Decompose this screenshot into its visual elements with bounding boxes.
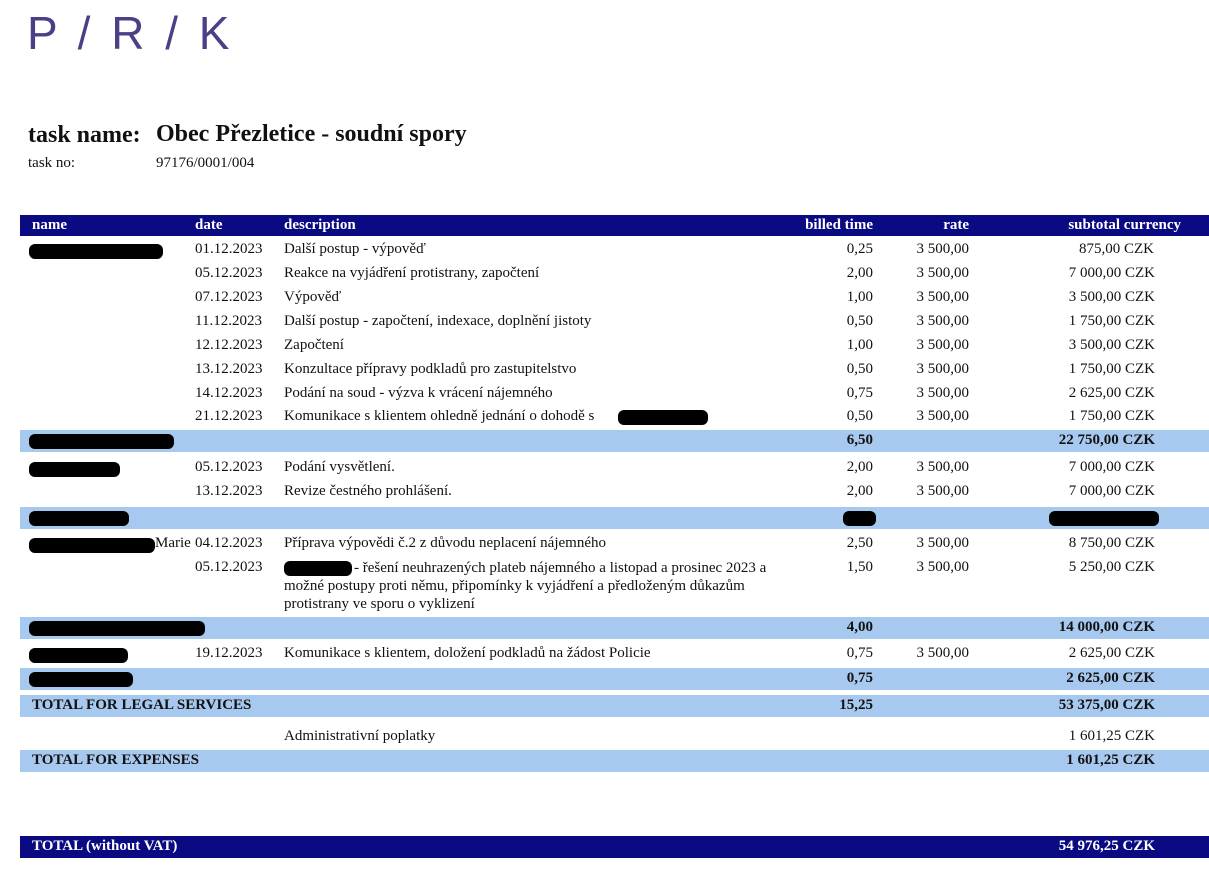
task-name-value: Obec Přezletice - soudní spory — [156, 121, 467, 147]
column-header-date: date — [195, 217, 223, 233]
redacted-billed-time — [843, 511, 876, 526]
entry-date: 05.12.2023 — [195, 265, 263, 281]
entry-rate: 3 500,00 — [916, 559, 969, 575]
entry-subtotal: 7 000,00 CZK — [1068, 483, 1155, 499]
entry-subtotal: 3 500,00 CZK — [1068, 289, 1155, 305]
entry-description: Další postup - započtení, indexace, doplnění jistoty — [284, 313, 592, 329]
expense-amount: 1 601,25 CZK — [1068, 728, 1155, 744]
company-logo: P / R / K — [27, 7, 234, 59]
table-header — [20, 215, 1209, 236]
entry-billed-time: 1,00 — [846, 337, 873, 353]
subtotal-billed-time: 6,50 — [846, 432, 873, 448]
table-row — [20, 361, 1209, 383]
grand-total-row — [20, 836, 1209, 858]
table-row — [20, 337, 1209, 359]
entry-subtotal: 2 625,00 CZK — [1068, 645, 1155, 661]
entry-date: 12.12.2023 — [195, 337, 263, 353]
entry-subtotal: 1 750,00 CZK — [1068, 361, 1155, 377]
total-legal-services-amount: 53 375,00 CZK — [1058, 697, 1155, 713]
column-header-subtotal: subtotal — [1068, 217, 1120, 233]
entry-description: Započtení — [284, 337, 344, 353]
redacted-name — [29, 511, 129, 526]
table-row — [20, 645, 1209, 667]
entry-rate: 3 500,00 — [916, 337, 969, 353]
entry-rate: 3 500,00 — [916, 385, 969, 401]
table-row — [20, 408, 1209, 430]
entry-subtotal: 2 625,00 CZK — [1068, 385, 1155, 401]
subtotal-amount: 2 625,00 CZK — [1066, 670, 1155, 686]
entry-billed-time: 0,50 — [846, 313, 873, 329]
entry-description: Další postup - výpověď — [284, 241, 426, 257]
task-no-value: 97176/0001/004 — [156, 155, 255, 171]
table-row — [20, 559, 1209, 615]
column-header-name: name — [32, 217, 67, 233]
entry-description: Příprava výpovědi č.2 z důvodu neplacení nájemného — [284, 535, 606, 551]
subtotal-row — [20, 617, 1209, 639]
entry-rate: 3 500,00 — [916, 535, 969, 551]
entry-description: Reakce na vyjádření protistrany, započtení — [284, 265, 540, 281]
entry-description: Podání vysvětlení. — [284, 459, 395, 475]
entry-billed-time: 2,00 — [846, 459, 873, 475]
entry-description: Komunikace s klientem, doložení podkladů na žádost Policie — [284, 645, 651, 661]
entry-date: 19.12.2023 — [195, 645, 263, 661]
redacted-party — [618, 410, 708, 425]
entry-date: 05.12.2023 — [195, 559, 263, 575]
task-no-label: task no: — [28, 155, 76, 171]
column-header-description: description — [284, 217, 356, 233]
expense-row — [20, 728, 1209, 750]
total-legal-services-label: TOTAL FOR LEGAL SERVICES — [32, 697, 252, 713]
entry-date: 13.12.2023 — [195, 483, 263, 499]
entry-billed-time: 2,00 — [846, 483, 873, 499]
entry-subtotal: 5 250,00 CZK — [1068, 559, 1155, 575]
entry-name-suffix: Marie — [155, 535, 191, 551]
entry-rate: 3 500,00 — [916, 265, 969, 281]
entry-subtotal: 7 000,00 CZK — [1068, 459, 1155, 475]
entry-billed-time: 0,75 — [846, 385, 873, 401]
entry-rate: 3 500,00 — [916, 361, 969, 377]
entry-date: 04.12.2023 — [195, 535, 263, 551]
table-row — [20, 313, 1209, 335]
table-row — [20, 483, 1209, 505]
entry-date: 21.12.2023 — [195, 408, 263, 424]
table-row — [20, 459, 1209, 481]
entry-description: Výpověď — [284, 289, 342, 305]
grand-total-label: TOTAL (without VAT) — [32, 838, 178, 854]
column-header-billed-time: billed time — [805, 217, 873, 233]
redacted-name — [29, 648, 128, 663]
entry-description: - řešení neuhrazených plateb nájemného a listopad a prosinec 2023 a možné postupy proti němu, připomínky k vyjádření a předloženým důkazům protistrany ve sporu o vyklizení — [284, 560, 767, 612]
entry-subtotal: 1 750,00 CZK — [1068, 313, 1155, 329]
entry-date: 01.12.2023 — [195, 241, 263, 257]
entry-billed-time: 0,50 — [846, 361, 873, 377]
table-row — [20, 385, 1209, 407]
entry-billed-time: 0,75 — [846, 645, 873, 661]
entry-billed-time: 2,00 — [846, 265, 873, 281]
entry-subtotal: 8 750,00 CZK — [1068, 535, 1155, 551]
entry-rate: 3 500,00 — [916, 241, 969, 257]
task-name-label: task name: — [28, 122, 141, 148]
redacted-name — [29, 434, 174, 449]
redacted-subtotal — [1049, 511, 1159, 526]
subtotal-billed-time: 4,00 — [846, 619, 873, 635]
entry-subtotal: 1 750,00 CZK — [1068, 408, 1155, 424]
entry-billed-time: 2,50 — [846, 535, 873, 551]
column-header-currency: currency — [1123, 217, 1181, 233]
total-expenses-label: TOTAL FOR EXPENSES — [32, 752, 199, 768]
entry-description: Podání na soud - výzva k vrácení nájemného — [284, 385, 553, 401]
total-legal-services-row — [20, 695, 1209, 717]
total-expenses-row — [20, 750, 1209, 772]
entry-rate: 3 500,00 — [916, 408, 969, 424]
entry-date: 07.12.2023 — [195, 289, 263, 305]
table-row — [20, 265, 1209, 287]
entry-date: 13.12.2023 — [195, 361, 263, 377]
entry-subtotal: 3 500,00 CZK — [1068, 337, 1155, 353]
entry-rate: 3 500,00 — [916, 645, 969, 661]
entry-billed-time: 0,25 — [846, 241, 873, 257]
subtotal-amount: 22 750,00 CZK — [1058, 432, 1155, 448]
entry-rate: 3 500,00 — [916, 483, 969, 499]
entry-rate: 3 500,00 — [916, 459, 969, 475]
subtotal-amount: 14 000,00 CZK — [1058, 619, 1155, 635]
redacted-name — [29, 462, 120, 477]
table-row — [20, 289, 1209, 311]
table-row — [20, 241, 1209, 263]
subtotal-row — [20, 507, 1209, 529]
redacted-name — [29, 244, 163, 259]
table-row — [20, 535, 1209, 557]
entry-subtotal: 875,00 CZK — [1079, 241, 1154, 257]
entry-billed-time: 1,00 — [846, 289, 873, 305]
entry-description: Revize čestného prohlášení. — [284, 483, 452, 499]
redacted-name — [29, 621, 205, 636]
redacted-name — [29, 538, 155, 553]
total-expenses-amount: 1 601,25 CZK — [1066, 752, 1155, 768]
entry-billed-time: 0,50 — [846, 408, 873, 424]
expense-description: Administrativní poplatky — [284, 728, 436, 744]
subtotal-row — [20, 430, 1209, 452]
subtotal-billed-time: 0,75 — [846, 670, 873, 686]
entry-rate: 3 500,00 — [916, 289, 969, 305]
entry-date: 11.12.2023 — [195, 313, 262, 329]
column-header-rate: rate — [943, 217, 969, 233]
total-legal-services-billed-time: 15,25 — [839, 697, 873, 713]
redacted-name — [29, 672, 133, 687]
entry-subtotal: 7 000,00 CZK — [1068, 265, 1155, 281]
entry-description: Konzultace přípravy podkladů pro zastupitelstvo — [284, 361, 577, 377]
subtotal-row — [20, 668, 1209, 690]
entry-date: 14.12.2023 — [195, 385, 263, 401]
grand-total-amount: 54 976,25 CZK — [1058, 838, 1155, 854]
entry-rate: 3 500,00 — [916, 313, 969, 329]
entry-billed-time: 1,50 — [846, 559, 873, 575]
entry-date: 05.12.2023 — [195, 459, 263, 475]
entry-description: Komunikace s klientem ohledně jednání o dohodě s — [284, 408, 595, 424]
